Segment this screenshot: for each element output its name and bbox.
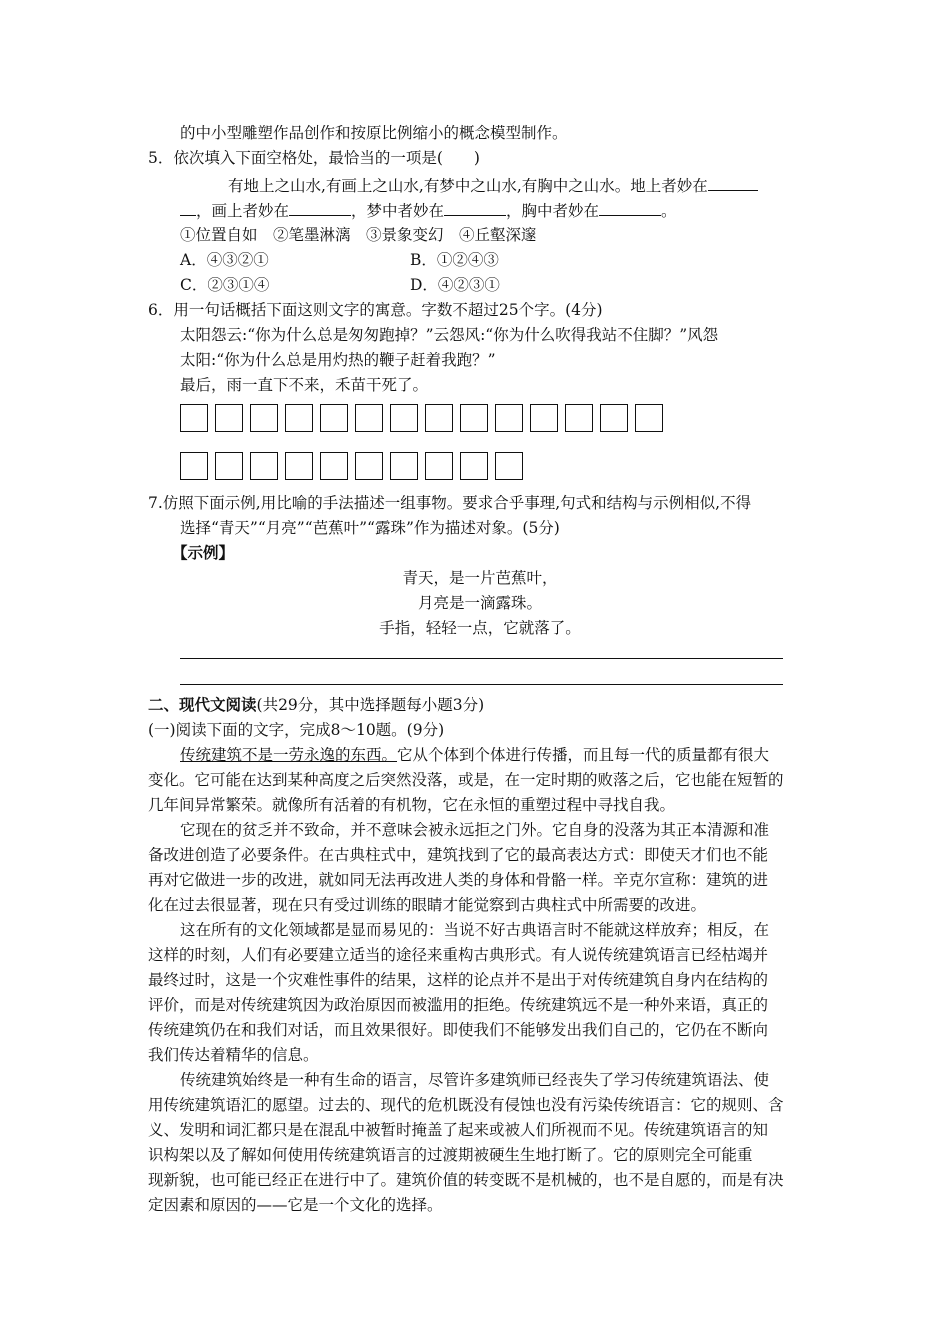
answer-cell[interactable] [390, 404, 418, 432]
answer-cell[interactable] [180, 404, 208, 432]
passage-p3-line-6: 我们传达着精华的信息。 [148, 1046, 319, 1064]
passage-p4-line-3: 义、发明和词汇都只是在混乱中被暂时掩盖了起来或被人们所视而不见。传统建筑语言的知 [148, 1121, 769, 1139]
answer-cell[interactable] [460, 452, 488, 480]
q7-example-label: 【示例】 [172, 543, 235, 562]
answer-cell[interactable] [635, 404, 663, 432]
q7-stem-2: 选择“青天”“月亮”“芭蕉叶”“露珠”作为描述对象。(5分) [180, 519, 560, 537]
answer-cell[interactable] [425, 452, 453, 480]
answer-cell[interactable] [250, 404, 278, 432]
passage-p4-line-4: 识构架以及了解如何使用传统建筑语言的过渡期被硬生生地打断了。它的原则完全可能重 [148, 1146, 753, 1164]
q5-line2: ，画上者妙在 ，梦中者妙在 ，胸中者妙在 。 [180, 199, 677, 222]
q5-option-d[interactable]: D．④②③① [410, 276, 500, 294]
passage-p2-line-2: 备改进创造了必要条件。在古典柱式中，建筑找到了它的最高表达方式：即使天才们也不能 [148, 846, 769, 864]
answer-cell[interactable] [215, 452, 243, 480]
q5-line1: 有地上之山水,有画上之山水,有梦中之山水,有胸中之山水。地上者妙在 [228, 174, 758, 197]
passage-p2-line-1: 它现在的贫乏并不致命，并不意味会被永远拒之门外。它自身的没落为其正本清源和准 [180, 821, 770, 839]
answer-cell[interactable] [355, 452, 383, 480]
q6-text-3: 最后，雨一直下不来，禾苗干死了。 [180, 376, 429, 394]
passage-p2-line-3: 再对它做进一步的改进，就如同无法再改进人类的身体和骨骼一样。辛克尔宣称：建筑的进 [148, 871, 769, 889]
q6-stem: 6．用一句话概括下面这则文字的寓意。字数不超过25个字。(4分) [148, 301, 603, 319]
passage-p3-line-3: 最终过时，这是一个灾难性事件的结果，这样的论点并不是出于对传统建筑自身内在结构的 [148, 971, 769, 989]
blank-2[interactable] [289, 199, 351, 216]
passage-p3-line-4: 评价，而是对传统建筑因为政治原因而被滥用的拒绝。传统建筑远不是一种外来语，真正的 [148, 996, 769, 1014]
q6-text-2: 太阳:“你为什么总是用灼热的鞭子赶着我跑？” [180, 351, 496, 369]
answer-cell[interactable] [495, 452, 523, 480]
q6-text-1: 太阳怨云:“你为什么总是匆匆跑掉？”云怨风:“你为什么吹得我站不住脚？”风怨 [180, 326, 719, 344]
answer-cell[interactable] [425, 404, 453, 432]
answer-cell[interactable] [250, 452, 278, 480]
q4-tail: 的中小型雕塑作品创作和按原比例缩小的概念模型制作。 [180, 124, 568, 142]
passage-p2-line-4: 化在过去很显著，现在只有受过训练的眼睛才能觉察到古典柱式中所需要的改进。 [148, 896, 707, 914]
answer-cell[interactable] [320, 404, 348, 432]
passage-p1-line-2: 变化。它可能在达到某种高度之后突然没落，或是，在一定时期的败落之后，它也能在短暂的 [148, 771, 784, 789]
q5-option-b[interactable]: B．①②④③ [410, 251, 499, 269]
answer-cell[interactable] [460, 404, 488, 432]
blank-1-cont[interactable] [180, 199, 196, 216]
q7-example-line-3: 手指，轻轻一点，它就落了。 [379, 619, 581, 637]
answer-cell[interactable] [600, 404, 628, 432]
blank-4[interactable] [599, 199, 661, 216]
blank-1[interactable] [708, 174, 758, 191]
q5-option-a[interactable]: A．④③②① [180, 251, 269, 269]
q5-choices: ①位置自如 ②笔墨淋漓 ③景象变幻 ④丘壑深邃 [180, 226, 537, 244]
answer-grid-row-2 [180, 452, 523, 480]
answer-cell[interactable] [565, 404, 593, 432]
q7-example-line-2: 月亮是一滴露珠。 [417, 594, 542, 612]
q7-example-line-1: 青天，是一片芭蕉叶， [402, 569, 558, 587]
answer-cell[interactable] [285, 404, 313, 432]
passage-p4-line-6: 定因素和原因的——它是一个文化的选择。 [148, 1196, 443, 1214]
blank-3[interactable] [444, 199, 506, 216]
section-2-subtitle: (一)阅读下面的文字，完成8～10题。(9分) [148, 721, 445, 739]
passage-p4-line-5: 现新貌，也可能已经正在进行中了。建筑价值的转变既不是机械的，也不是自愿的，而是有决 [148, 1171, 784, 1189]
answer-cell[interactable] [180, 452, 208, 480]
passage-p3-line-5: 传统建筑仍在和我们对话，而且效果很好。即使我们不能够发出我们自己的，它仍在不断向 [148, 1021, 769, 1039]
passage-p3-line-1: 这在所有的文化领域都是显而易见的：当说不好古典语言时不能就这样放弃；相反，在 [180, 921, 770, 939]
answer-cell[interactable] [285, 452, 313, 480]
passage-p3-line-2: 这样的时刻，人们有必要建立适当的途径来重构古典形式。有人说传统建筑语言已经枯竭并 [148, 946, 769, 964]
passage-p1-line-3: 几年间异常繁荣。就像所有活着的有机物，它在永恒的重塑过程中寻找自我。 [148, 796, 676, 814]
q7-stem-1: 7.仿照下面示例,用比喻的手法描述一组事物。要求合乎事理,句式和结构与示例相似,不得 [148, 494, 752, 512]
section-2-title: 二、现代文阅读(共29分，其中选择题每小题3分) [148, 695, 485, 714]
answer-cell[interactable] [320, 452, 348, 480]
q5-stem: 5．依次填入下面空格处，最恰当的一项是( ) [148, 149, 480, 167]
passage-p4-line-1: 传统建筑始终是一种有生命的语言，尽管许多建筑师已经丧失了学习传统建筑语法、使 [180, 1071, 770, 1089]
passage-p1-line-1: 传统建筑不是一劳永逸的东西。它从个体到个体进行传播，而且每一代的质量都有很大 [180, 746, 770, 764]
q5-option-c[interactable]: C．②③①④ [180, 276, 270, 294]
passage-p4-line-2: 用传统建筑语汇的愿望。过去的、现代的危机既没有侵蚀也没有污染传统语言：它的规则、含 [148, 1096, 784, 1114]
answer-cell[interactable] [495, 404, 523, 432]
answer-grid-row-1 [180, 404, 663, 432]
answer-line-1[interactable] [180, 658, 783, 659]
underlined-sentence: 传统建筑不是一劳永逸的东西。 [180, 746, 398, 764]
answer-cell[interactable] [215, 404, 243, 432]
answer-line-2[interactable] [180, 684, 783, 685]
answer-cell[interactable] [530, 404, 558, 432]
answer-cell[interactable] [355, 404, 383, 432]
answer-cell[interactable] [390, 452, 418, 480]
